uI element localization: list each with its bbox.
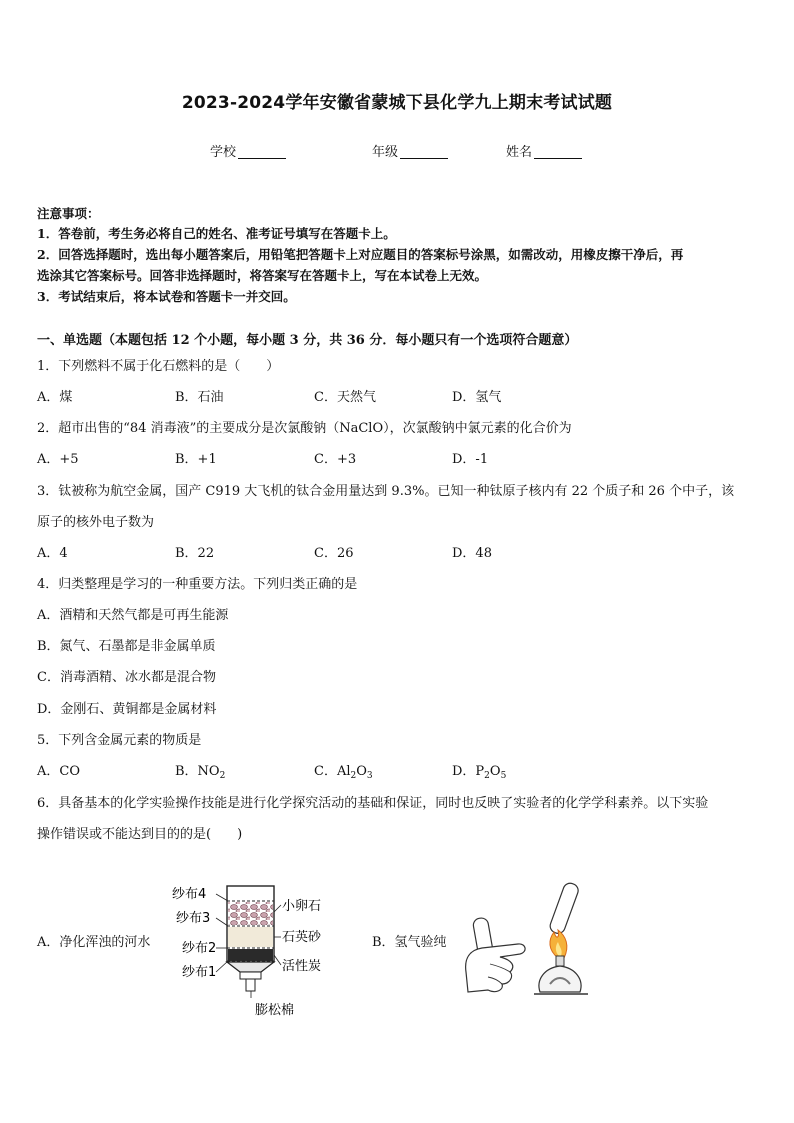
q1-option-a[interactable]: A．煤 — [37, 390, 73, 405]
q6-stem-line1: 6．具备基本的化学实验操作技能是进行化学探究活动的基础和保证，同时也反映了实验者的化学学科素养。以下实验 — [37, 796, 709, 811]
q5-a-text: A．CO — [37, 764, 80, 779]
q2-option-a[interactable]: A．+5 — [37, 452, 79, 467]
note-2a: 2．回答选择题时，选出每小题答案后，用铅笔把答题卡上对应题目的答案标号涂黑，如需改动，用橡皮擦干净后，再 — [37, 247, 684, 262]
water-purifier-figure — [170, 872, 340, 1022]
q3-option-d[interactable]: D．48 — [452, 546, 492, 561]
notes-heading: 注意事项： — [37, 206, 100, 221]
school-blank[interactable] — [238, 145, 286, 159]
q4-option-a[interactable]: A．酒精和天然气都是可再生能源 — [37, 608, 229, 623]
school-label: 学校 — [210, 145, 237, 160]
name-field[interactable] — [506, 141, 582, 160]
q1-option-c[interactable]: C．天然气 — [314, 390, 376, 405]
q3-option-b[interactable]: B．22 — [175, 546, 215, 561]
label-gauze-4: 纱布4 — [172, 887, 207, 902]
hand-icon — [466, 944, 525, 992]
q5-option-d[interactable] — [452, 760, 506, 779]
q5-c-subscript-1: 2 — [350, 771, 357, 781]
q5-b-text: B．NO — [175, 764, 220, 779]
q5-option-a[interactable] — [37, 760, 80, 779]
q5-d-subscript-1: 2 — [484, 771, 490, 781]
column-funnel — [227, 962, 274, 972]
note-3: 3．考试结束后，将本试卷和答题卡一并交回。 — [37, 289, 296, 304]
q6-option-b[interactable]: B．氢气验纯 — [372, 935, 447, 950]
note-2b: 选涂其它答案标号。回答非选择题时，将答案写在答题卡上，写在本试卷上无效。 — [37, 268, 488, 283]
q2-option-c[interactable]: C．+3 — [314, 452, 357, 467]
q5-c-text-mid: O — [356, 764, 367, 779]
school-field[interactable] — [210, 141, 286, 160]
hydrogen-test-figure — [460, 880, 610, 1000]
page-title: 2023-2024学年安徽省蒙城下县化学九上期末考试试题 — [181, 93, 613, 113]
lamp-wick — [556, 956, 564, 966]
label-carbon: 活性炭 — [282, 959, 322, 974]
q4-option-c[interactable]: C．消毒酒精、冰水都是混合物 — [37, 670, 216, 685]
label-sand: 石英砂 — [282, 930, 322, 945]
q5-d-text: D．P — [452, 764, 485, 779]
q5-c-subscript-2: 3 — [366, 771, 373, 781]
label-gauze-3: 纱布3 — [176, 911, 211, 926]
q3-option-c[interactable]: C．26 — [314, 546, 354, 561]
q4-option-b[interactable]: B．氮气、石墨都是非金属单质 — [37, 639, 216, 654]
q5-c-text: C．Al — [314, 764, 351, 779]
q1-option-d[interactable]: D．氢气 — [452, 390, 502, 405]
q5-d-subscript-2: 5 — [500, 771, 507, 781]
pebble-layer — [228, 902, 273, 925]
sand-layer — [228, 927, 273, 947]
q3-stem-line2: 原子的核外电子数为 — [37, 515, 155, 530]
label-pebble: 小卵石 — [282, 899, 322, 914]
name-label: 姓名 — [506, 145, 533, 160]
q2-option-d[interactable]: D．-1 — [452, 452, 489, 467]
inverted-test-tube — [548, 881, 580, 935]
q6-option-a[interactable]: A．净化浑浊的河水 — [37, 935, 151, 950]
q5-option-c[interactable] — [314, 760, 373, 779]
outlet-tube — [246, 979, 255, 991]
q5-stem: 5．下列含金属元素的物质是 — [37, 733, 202, 748]
label-gauze-2: 纱布2 — [182, 941, 217, 956]
name-blank[interactable] — [534, 145, 582, 159]
q1-option-b[interactable]: B．石油 — [175, 390, 224, 405]
q5-option-b[interactable] — [175, 760, 225, 779]
label-gauze-1: 纱布1 — [182, 965, 217, 980]
carbon-layer — [228, 949, 273, 961]
note-1: 1．答卷前，考生务必将自己的姓名、准考证号填写在答题卡上。 — [37, 226, 396, 241]
q2-option-b[interactable]: B．+1 — [175, 452, 217, 467]
q4-option-d[interactable]: D．金刚石、黄铜都是金属材料 — [37, 702, 217, 717]
q5-b-subscript: 2 — [219, 771, 226, 781]
grade-blank[interactable] — [400, 145, 448, 159]
grade-field[interactable] — [372, 141, 448, 160]
q1-stem: 1．下列燃料不属于化石燃料的是（ ） — [37, 359, 280, 374]
q3-option-a[interactable]: A．4 — [37, 546, 68, 561]
q3-stem-line1: 3．钛被称为航空金属，国产 C919 大飞机的钛合金用量达到 9.3%。已知一种钛原子核内有 22 个质子和 26 个中子，该 — [37, 484, 735, 499]
label-cotton: 膨松棉 — [255, 1003, 295, 1018]
section-heading: 一、单选题（本题包括 12 个小题，每小题 3 分，共 36 分．每小题只有一个选项符合题意） — [37, 333, 578, 348]
q5-d-text-mid: O — [489, 764, 501, 779]
q6-stem-line2: 操作错误或不能达到目的的是( ) — [37, 827, 243, 842]
grade-label: 年级 — [372, 145, 399, 160]
q2-stem: 2．超市出售的“84 消毒液”的主要成分是次氯酸钠（NaClO），次氯酸钠中氯元素的化合价为 — [37, 421, 572, 436]
q4-stem: 4．归类整理是学习的一种重要方法。下列归类正确的是 — [37, 577, 358, 592]
